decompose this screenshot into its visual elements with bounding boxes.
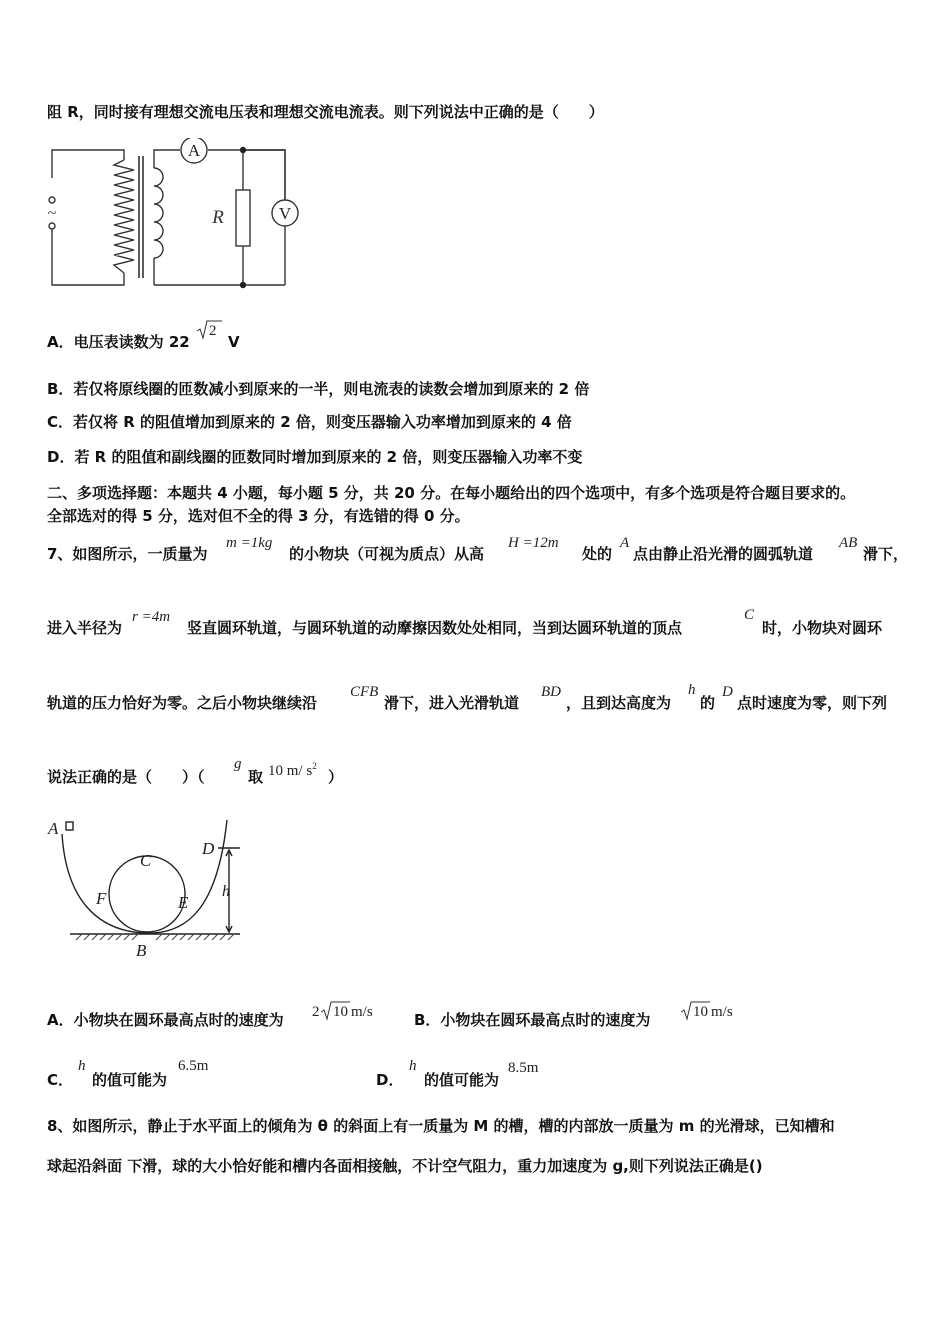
- q6-option-a-sqrt: [196, 318, 224, 340]
- q6-option-d: D．若 R 的阻值和副线圈的匝数同时增加到原来的 2 倍，则变压器输入功率不变: [47, 448, 583, 466]
- q7-mass: m =1kg: [226, 535, 273, 551]
- q7-point-C: C: [744, 607, 755, 623]
- q7-h: h: [688, 682, 696, 698]
- q7-text-11: ，且到达高度为: [566, 694, 672, 712]
- ammeter-label: A: [187, 141, 201, 160]
- q7-option-a-value-math: [312, 999, 384, 1023]
- fig-label-F: F: [96, 889, 107, 908]
- q6-option-a: [47, 332, 190, 352]
- source-symbol: ~: [47, 205, 57, 222]
- q7-text-3: 处的: [582, 545, 613, 563]
- fig-label-A: A: [48, 819, 59, 838]
- q7-text-2: 的小物块（可视为质点）从高: [289, 545, 485, 563]
- fig-label-h: h: [222, 883, 230, 900]
- q7-text-13: 点时速度为零，则下列: [737, 694, 888, 712]
- q7-text-9: 轨道的压力恰好为零。之后小物块继续沿: [47, 694, 318, 712]
- q7-option-d-h: h: [409, 1058, 417, 1074]
- q7-text-5: 滑下，: [863, 545, 909, 563]
- q7-radius: r =4m: [132, 609, 171, 625]
- q7-text-15: 取: [248, 768, 264, 786]
- q7-g-value-base: 10 m/ s: [268, 763, 313, 779]
- q7-text-14: 说法正确的是（ ）（: [47, 768, 205, 786]
- q7-option-d-label: D．: [376, 1071, 404, 1089]
- section2-line2: 全部选对的得 5 分，选对但不全的得 3 分，有选错的得 0 分。: [47, 507, 470, 525]
- q7-option-c-value: 6.5m: [178, 1058, 209, 1074]
- q7-text-12: 的: [700, 694, 716, 712]
- q6-option-a-text: A．电压表读数为 22: [47, 333, 190, 351]
- q7-option-b-text: B．小物块在圆环最高点时的速度为: [414, 1011, 651, 1029]
- q7-height-H: H =12m: [508, 535, 559, 551]
- fig-label-C: C: [140, 851, 152, 870]
- q8-line1: 8、如图所示，静止于水平面上的倾角为 θ 的斜面上有一质量为 M 的槽，槽的内部放一质量为 m 的光滑球，已知槽和: [47, 1117, 835, 1135]
- q7-option-c-text: 的值可能为: [92, 1071, 168, 1089]
- q7-point-D: D: [722, 684, 733, 700]
- q7-g-value-exp: 2: [312, 761, 317, 771]
- voltmeter-label: V: [278, 204, 292, 223]
- q6-option-b: B．若仅将原线圈的匝数减小到原来的一半，则电流表的读数会增加到原来的 2 倍: [47, 380, 590, 398]
- q7-track-CFB: CFB: [350, 684, 379, 700]
- q7-text-10: 滑下，进入光滑轨道: [384, 694, 520, 712]
- q7-option-c-h: h: [78, 1058, 86, 1074]
- q7-text-6: 进入半径为: [47, 619, 123, 637]
- resistor-label: R: [212, 207, 224, 228]
- q6-option-c: C．若仅将 R 的阻值增加到原来的 2 倍，则变压器输入功率增加到原来的 4 倍: [47, 413, 572, 431]
- q7-option-a-radicand: 10: [333, 1004, 348, 1020]
- q7-option-d-text: 的值可能为: [424, 1071, 500, 1089]
- q7-option-a-coef: 2: [312, 1004, 320, 1020]
- q8-line2: 球起沿斜面 下滑，球的大小恰好能和槽内各面相接触，不计空气阻力，重力加速度为 g,则下列说法正确是(): [47, 1157, 763, 1175]
- q7-option-a-text: A．小物块在圆环最高点时的速度为: [47, 1011, 284, 1029]
- fig-label-E: E: [178, 893, 189, 912]
- q7-option-b-radicand: 10: [693, 1004, 708, 1020]
- intro-line: 阻 R，同时接有理想交流电压表和理想交流电流表。则下列说法中正确的是（ ）: [47, 103, 604, 121]
- q7-text-8: 时，小物块对圆环: [762, 619, 883, 637]
- q7-option-b-unit: m/s: [711, 1004, 733, 1020]
- q7-g-value: [268, 757, 317, 780]
- section2-line1: 二、多项选择题：本题共 4 小题，每小题 5 分，共 20 分。在每小题给出的四个选项中，有多个选项是符合题目要求的。: [47, 484, 856, 502]
- transformer-circuit-figure: [40, 138, 310, 293]
- fig-label-D: D: [202, 839, 215, 858]
- q7-text-16: ）: [328, 768, 344, 786]
- q7-track-figure: [40, 812, 260, 964]
- q7-g: g: [234, 756, 242, 772]
- q7-track-AB: AB: [839, 535, 858, 551]
- q6-option-a-radicand: 2: [209, 323, 217, 339]
- q7-option-c-label: C．: [47, 1071, 74, 1089]
- q7-text-4: 点由静止沿光滑的圆弧轨道: [633, 545, 814, 563]
- q6-option-a-unit: V: [228, 333, 240, 351]
- q7-point-A: A: [620, 535, 630, 551]
- q7-option-d-value: 8.5m: [508, 1060, 539, 1076]
- q7-option-a-value: [312, 999, 384, 1027]
- q7-option-b-value-math: [680, 999, 744, 1023]
- q7-option-a-unit: m/s: [351, 1004, 373, 1020]
- q7-text-7: 竖直圆环轨道，与圆环轨道的动摩擦因数处处相同，当到达圆环轨道的顶点: [187, 619, 683, 637]
- q7-text-1: 7、如图所示，一质量为: [47, 545, 208, 563]
- q7-option-b-value: [680, 999, 744, 1027]
- q7-track-BD: BD: [541, 684, 561, 700]
- fig-label-B: B: [136, 941, 147, 960]
